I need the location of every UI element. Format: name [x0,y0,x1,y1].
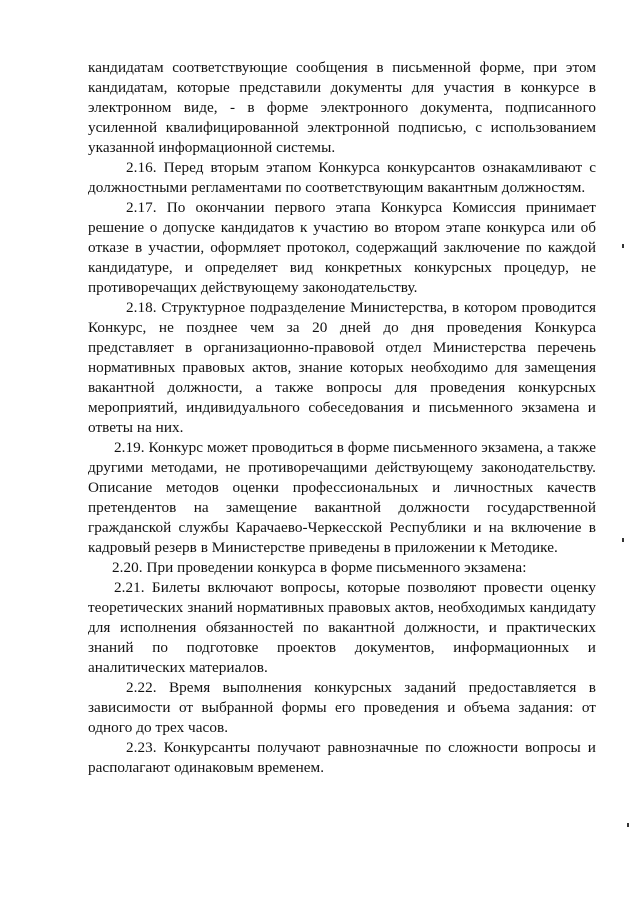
scan-speck [622,538,624,542]
paragraph-continuation: кандидатам соответствующие сообщения в письменной форме, при этом кандидатам, которые представили документы для участия в конкурсе в электронном виде, - в форме электронного документа, подписанного усиленной квалифицированной электронной подписью, с использованием указанной информационной системы. [88,59,596,156]
paragraph-2-16: 2.16. Перед вторым этапом Конкурса конкурсантов ознакамливают с должностными регламентами по соответствующим вакантным должностям. [88,159,596,196]
paragraph-2-18: 2.18. Структурное подразделение Министерства, в котором проводится Конкурс, не позднее чем за 20 дней до дня проведения Конкурса представляет в организационно-правовой отдел Министерства перечень нормативных правовых актов, знание которых необходимо для замещения вакантной должности, а также вопросы для проведения конкурсных мероприятий, индивидуального собеседования и письменного экзамена и ответы на них. [88,299,596,436]
document-page [88,58,596,778]
paragraph-2-20: 2.20. При проведении конкурса в форме письменного экзамена: [112,559,527,576]
paragraph-2-21: 2.21. Билеты включают вопросы, которые позволяют провести оценку теоретических знаний нормативных правовых актов, необходимых кандидату для исполнения обязанностей по вакантной должности, и практических знаний по подготовке проектов документов, информационных и аналитических материалов. [88,579,596,676]
paragraph-2-19: 2.19. Конкурс может проводиться в форме письменного экзамена, а также другими методами, не противоречащими действующему законодательству. Описание методов оценки профессиональных и личностных качеств претендентов на замещение вакантной должности государственной гражданской службы Карачаево-Черкесской Республики и на включение в кадровый резерв в Министерстве приведены в приложении к Методике. [88,439,596,556]
paragraph-2-23: 2.23. Конкурсанты получают равнозначные по сложности вопросы и располагают одинаковым временем. [88,739,596,776]
paragraph-2-17: 2.17. По окончании первого этапа Конкурса Комиссия принимает решение о допуске кандидатов к участию во втором этапе конкурса или об отказе в участии, оформляет протокол, содержащий заключение по каждой кандидатуре, и определяет вид конкретных конкурсных процедур, не противоречащих действующему законодательству. [88,199,596,296]
paragraph-2-22: 2.22. Время выполнения конкурсных заданий предоставляется в зависимости от выбранной формы его проведения и объема задания: от одного до трех часов. [88,679,596,736]
scan-speck [622,244,624,248]
scan-speck [627,823,629,827]
